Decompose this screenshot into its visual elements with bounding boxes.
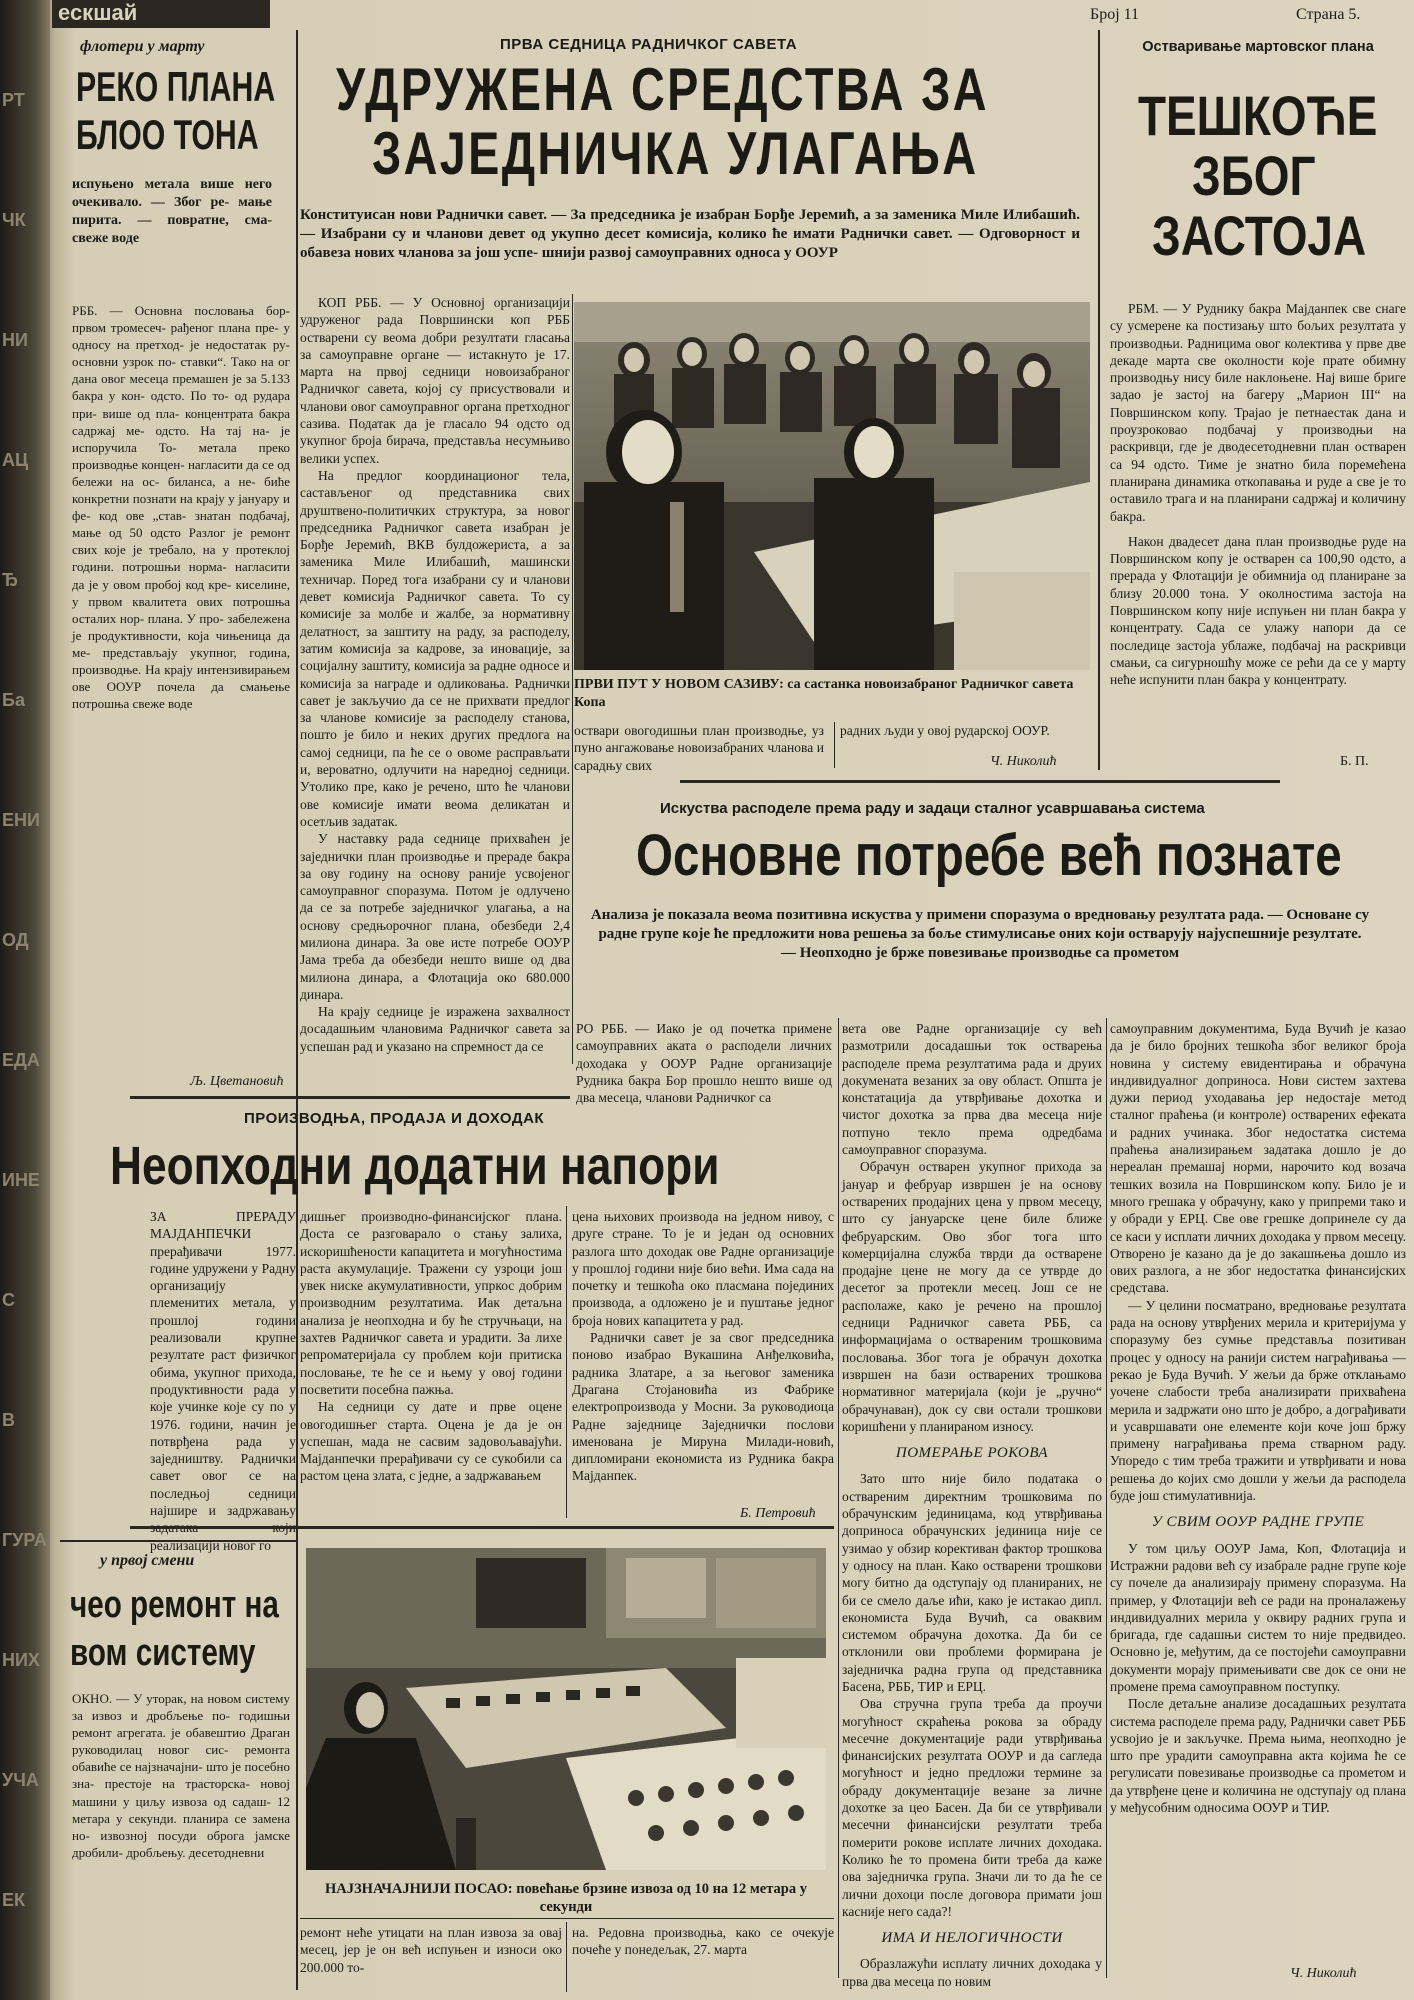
council-col1	[300, 294, 570, 1068]
caption-rest: повећање брзине извоза од 10 на 12 метара у секунди	[516, 1881, 807, 1915]
column-rule-2	[1098, 30, 1100, 770]
plan-signature: Б. П.	[1340, 754, 1369, 769]
plan-paragraph: РБМ. — У Руднику бакра Мајданпек све снаге су усмерене ка постизању што бољих резултата у производњи. Радницима овог колектива у прве две декаде марта све околности које прате обимну производњу нису биле наклоњене. Нај више бриге задао је застој на багеру „Марион III“ на Површинском копу. Трајао је петнаестак дана и проузроковао подбачај у производњи на раскривци, где је дводесетодневни план остварен са 94 одсто. Тиме је знатно била поремећена планирана динамика откопавања и руде а све је то оставило трага и на планирани садржај и количину бакра.	[1110, 301, 1406, 524]
needs-subheading: ПОМЕРАЊЕ РОКОВА	[895, 1445, 1049, 1462]
column-rule-1	[296, 30, 298, 1990]
production-signature: Б. Петровић	[740, 1506, 816, 1521]
divider-needs	[680, 780, 1280, 783]
needs-paragraph: вета ове Радне организације су већ размотрили досадашњи ток остварења расподеле према резултатима рада и друих докумената везаних за ову област. Општа је констатација да утврђивање дохотка и чистог дохотка за прва два месеца није потпуно текло према одредбама самоуправног споразума.	[842, 1021, 1102, 1158]
production-col2	[300, 1208, 562, 1526]
council-paragraph: КОП РББ. — У Основној организацији удруженог рада Површински коп РББ остварени су веома добри резултати гласања за самоуправне органе — истакнуто је 17. марта на првој седници новоизабраног Радничког савета, којој су присуствовали и чланови овог самоуправног органа претходног сазива. Податак да је гласало 94 одсто од укупног броја бирача, представља несумњиво велики успех.	[300, 295, 570, 466]
photo2-below-right: на. Редовна производња, како се очекује почеће у понедељак, 27. марта	[572, 1925, 834, 1958]
needs-paragraph: Обрачун остварен укупног прихода за јануар и фебруар извршен је на основу остварених продајних цена у првом месецу, што су јануарске цене биле ближе фебруарским. Ово због тога што комерцијална служба тврди да остварене продајне цене не могу да се утврде до десетог за протекли месец. Још се не располаже, како је речено на прошлој седници Радничког савета РББ, са информацијама о оствареним трошковима пословања. Због тога је обрачун дохотка извршен на бази остварених трошкова нормативног материјала (који је „ручно“ обрачунаван), док су сви остали трошкови коришћени у планираном износу.	[842, 1159, 1102, 1434]
control-room-caption	[306, 1880, 826, 1916]
council-lead: Конституисан нови Раднички савет. — За председника је изабран Борђе Јеремић, а за заменика Миле Илибашић. — Изабрани су и чланови девет од укупно десет комисија, колико ће имати Раднички савет. — Одговорност и обавеза нових чланова за још успе- шнији развој самоуправних односа у ООУР	[300, 207, 1080, 261]
council-paragraph: У наставку рада седнице прихваћен је заједнички план производње и прераде бакра за ову годину на основу раније усвојеног самоуправног споразума. Потом је одлучено да се за потребе заједничког улагања, а на основу средњорочног плана, обезбеди 2,4 милиона динара. За ове исте потребе ООУР Јама треба да обезбеди нешто више од два милиона динара, а Флотација око 680.000 динара.	[300, 831, 570, 1002]
photo2-below-left: ремонт неће утицати на план извоза за овај месец, јер је он већ испуњен и износи око 200.000 то-	[300, 1925, 562, 1975]
left-bottom-kicker: у првој смени	[100, 1552, 195, 1569]
production-paragraph: дишњег производно-финансијског плана. Доста се разговарало о стању залиха, искоришћености капацитета и могућностима раста акумулације. Тражени су узроци још увек ниске акумулативности, упркос добрим производним резултатима. Иак детаљна анализа је неопходна и бу ће стручњаци, на захтев Радничког савета и урадити. За лихе репроматеријала су проблем који притиска пословање, те ће се и њему у овој години посветити посебна пажња.	[300, 1209, 562, 1397]
production-col3	[572, 1208, 834, 1508]
control-room-photo	[306, 1548, 826, 1870]
council-col3-tail: радних људи у овој рударској ООУР.	[840, 723, 1050, 738]
left-bottom-body: ОКНО. — У уторак, на новом систему за извоз и дробљење по- годишњи ремонт агрегата. је обавештио Драган руководилац новог сис- ремонта обавиће се најзначајни- што је посебно зна- престоје на трасторска- новој машини у циљу извоза од садаш- 12 метара у секунди. планира се замена но- извозној посуди оброга јамске дробили- дробљењу. десетодневни	[72, 1691, 290, 1860]
left-body: РББ. — Основна пословања бор- првом тромесеч- рађеног плана пре- у односу на претход- је недостатак ру- основни узрок по- ставки“. Тако на ог дана овог месеца премашен је за 5.133 бакра у кон- одсто. По то- од рудара при- више од пла- концентрата бакра садржај ме- одсто. На тај на- је испоручила То- метала преко производње концен- нагласити да се од бележи на ос- биланса, а не- биће конкретни познати на крају у јануару и фе- код ове „став- знатан подбачај, мање од 50 одсто Разлог је ремонт свих које је требало, на у протеклој години. потрошњи норма- нагласити да је у овом пробој код кре- киселине, у првом квалитета ових потрошња осталих нор- плана. У про- забележена је продуктивности, која чињеница да ме- представљају укупног, година, производње. На крају интензивирањем ове ООУР почела да смањење потрошња свеже воде	[72, 303, 290, 712]
council-col2-tail: оствари овогодишњи план производње, уз пуно ангажовање новоизабраних чланова и сарадњу свих	[574, 723, 824, 773]
council-kicker: ПРВА СЕДНИЦА РАДНИЧКОГ САВЕТА	[500, 36, 798, 53]
council-paragraph: На предлог координационог тела, састављеног од представника свих друштвено-политичких структура, за новог председника Радничког савета изабран је Борђе Јеремић, ВКВ булдожериста, а за заменика Миле Илибашић, машински техничар. Поред тога изабрани су и чланови девет комисија Радничког савета. То су комисије за молбе и жалбе, за нормативну делатност, за заштиту на раду, за расподелу, затим комисија за кадрове, за иновације, за социјалну заштиту, комисија за радне односе и комисија за награде и одликовања. Раднички савет је закључио да се не прихвати предлог за чланове комисије за расподелу станова, пошто је било и неких других предлога на самој седници, па ће се о овоме расправљати и, вероватно, одлучити на наредној седници. Утолико пре, како је речено, што ће чланови ове комисије имати веома деликатан и осетљив задатак.	[300, 467, 570, 829]
left-bottom-headline2: вом систему	[70, 1632, 256, 1674]
divider-photo2	[130, 1526, 834, 1529]
council-signature: Ч. Николић	[990, 754, 1057, 769]
page-number: Страна 5.	[1296, 6, 1361, 23]
left-kicker: флотери у марту	[80, 38, 205, 55]
production-paragraph: Раднички савет је за свог председника поново изабрао Вукашина Анђелковића, радника Златаре, а за његовог заменика Драгана Стојановића из Фабрике електропроизвода у Мосни. За руководиоца Радне заједнице Заједнички послови именована је Мируна Милади-новић, дипломирани економиста из Рудника бакра Мајданпек.	[572, 1330, 834, 1484]
divider-photo2-bottom	[300, 1918, 834, 1919]
production-paragraph: цена њихових производа на једном нивоу, с друге стране. То је и један од основних разлога што доходак ове Радне организације у прошлој години није био већи. Има сада на почетку и тешкоћа око пласмана појединих производа, а одложено је и пуштање једног броја нових капацитета у рад.	[572, 1209, 834, 1328]
needs-paragraph: — У целини посматрано, вредновање резултата рада на основу утврђених мерила и критеријума у споразуму без сумње представља позитиван процес у односу на ранији систем награђивања — рекао је Буда Вучић. У жељи да брже отклањамо уочене слабости треба анализирати прихваћена мерила и задржати оно што је добро, а дограђивати и усавршавати оне елементе који коче још бржу примену награђивања према стварном раду. Упоредо с тим треба тражити и утврђивати и нова решења до којих смо дошли у жељи да расподела буде још стимулативнија.	[1110, 1297, 1406, 1504]
needs-col3	[1110, 1020, 1406, 1960]
left-bottom-headline1: чео ремонт на	[70, 1584, 279, 1626]
left-headline-line2: БЛОО ТОНА	[76, 111, 259, 158]
column-rule-production	[566, 1206, 567, 1518]
plan-headline-line2: ЗБОГ	[1192, 144, 1316, 207]
council-headline-line2: ЗАЈЕДНИЧКА УЛАГАЊА	[372, 120, 979, 187]
needs-headline: Основне потребе већ познате	[636, 823, 1342, 888]
needs-paragraph: После детаљне анализе досадашњих резултата система расподеле према раду, Раднички савет РББ усвојио је и закључке. Према њима, неопходно је што пре урадити самоуправна акта којима ће се регулисати повезивање производње са прометом и да утврђене цене и количина не одступају од плана у међусобним односима ООУР и ТИР.	[1110, 1696, 1406, 1816]
caption-rest: са састанка новоизабраног Радничког савета Копа	[574, 677, 1074, 710]
needs-col2	[842, 1020, 1102, 1990]
council-meeting-photo	[574, 302, 1090, 670]
needs-col1: РО РББ. — Иако је од почетка примене самоуправних аката о расподели личних доходака у ООУР Радне организације Рудника бакра Бор прошло нешто више од два месеца, чланови Радничког са	[576, 1021, 832, 1106]
council-headline-line1: УДРУЖЕНА СРЕДСТВА ЗА	[336, 56, 989, 123]
needs-subheading: ИМА И НЕЛОГИЧНОСТИ	[881, 1930, 1063, 1947]
left-signature: Љ. Цветановић	[190, 1074, 284, 1089]
plan-kicker: Остваривање мартовског плана	[1142, 39, 1374, 55]
left-headline-line1: РЕКО ПЛАНА	[76, 63, 276, 110]
production-kicker: ПРОИЗВОДЊА, ПРОДАЈА И ДОХОДАК	[244, 1110, 545, 1127]
column-rule-photo2	[566, 1922, 567, 1992]
meeting-photo-image	[574, 302, 1090, 670]
masthead-fragment: ескшай	[52, 0, 270, 28]
control-room-image	[306, 1548, 826, 1870]
needs-paragraph: самоуправним документима, Буда Вучић је казао да је било бројних тешкоћа због великог броја новина у систему евидентирања и обрачуна индивидуалног доприноса. Нови систем захтева дужи период уходавања јер недостаје метод сталног праћења (и контроле) остварених ефеката и радних учинака. Због недостатка система праћења анализирањем задатака дошло је до нереалан премашај норми, нарочито код возача тешких возила на Површинском копу. Било је и много грешака у обрачуну, како у припреми тако и у обради у ЕРЦ. Све ове грешке допринеле су да се каси у исплати личних доходака у првом месецу. Отворено је казано да је до закашњења дошло из ових разлога, а не због недостатка финансијских средстава.	[1110, 1021, 1406, 1296]
needs-kicker: Искуства расподеле према раду и задаци сталног усавршавања система	[660, 800, 1205, 817]
column-rule-needs2	[1106, 1018, 1107, 1978]
column-rule-council	[572, 294, 573, 1064]
needs-paragraph: У том циљу ООУР Јама, Коп, Флотација и Истражни радови већ су изабрале радне групе које су почеле да анализирају примену споразума. На пример, у Флотацији већ се ради на проналажењу индивидуалних мерила у оквиру радних група и бригада, где садашњи систем то није предвидео. Основно је, међутим, да се постојећи самоуправни документи морају примењивати све док се они не промене према самоуправном поступку.	[1110, 1540, 1406, 1694]
column-rule-needs1	[838, 1018, 839, 1978]
plan-headline-line3: ЗАСТОЈА	[1152, 204, 1367, 267]
column-rule-council2	[834, 722, 835, 768]
caption-bold: ПРВИ ПУТ У НОВОМ САЗИВУ:	[574, 677, 784, 692]
left-lead: испуњено метала више него очекивало. — Због ре- мање пирита. — повратне, сма- свеже воде	[72, 177, 272, 246]
left-edge-fragments: РТ ЧК НИ АЦ Ђ Ба ЕНИ ОД ЕДА ИНЕ С В ГУРА НИХ УЧА ЕК	[2, 90, 47, 1910]
council-paragraph: На крају седнице је изражена захвалност досадашњим члановима Радничког савета за успешан рад и указано на спремност да се	[300, 1004, 570, 1054]
plan-headline-line1: ТЕШКОЋЕ	[1138, 84, 1378, 147]
needs-paragraph: Ова стручна група треба да проучи могућност скраћења рокова за обраду месечне документације ради утврђивања финансијских резултата ООУР и да сагледа могућност и једно предложи термине за обраду документације везане за личне дохотке за цео Басен. Да би се утврђивали месечни финансијски резултати треба померити рокове исплате личних доходака. Колико ће то промена бити треба да каже ова заједничка група. Значи ли то да ће се лични дохоци после договора примати још касније него сада?!	[842, 1696, 1102, 1919]
needs-subheading: У СВИМ ООУР РАДНЕ ГРУПЕ	[1151, 1514, 1365, 1531]
production-col1: ЗА ПРЕРАДУ МАЈДАНПЕЧКИ прерађивачи 1977. године удружени у Радну организацију племенитих метала, у прошлој години реализовали крупне резултате раст физичког обима, укупног прихода, продуктивности рада у које учинке које су по у 1976. години, начин је потврђена рада у заједништву. Раднички савет овог се на последњој седници најшире и задржавању реализацији новог го	[150, 1209, 296, 1553]
issue-number: Број 11	[1090, 6, 1140, 23]
needs-paragraph: Образлажући исплату личних доходака у прва два месеца по новим	[842, 1956, 1102, 1989]
plan-paragraph: Након двадесет дана план производње руде на Површинском копу је остварен са 100,90 одсто, а прерада у Флотацији је обимнија од планиране за близу 20.000 тона. У околностима застоја на Површинском копу није испуњен ни план бакра у концентрату. Сада се улажу напори да се последице застоја ублаже, подбачај на раскривци смањи, са сигурношћу може се рећи да се у марту неће испунити план бакра у концентрату.	[1110, 533, 1406, 688]
divider-production	[130, 1096, 570, 1099]
council-photo-caption	[574, 676, 1090, 712]
production-headline: Неопходни додатни напори	[110, 1136, 720, 1196]
plan-body	[1110, 300, 1406, 770]
needs-paragraph: Зато што није било података о оствареним директним трошковима по обрачунским јединицама, код утврђивања доприноса обрачунских јединица није се узимао у обзир корективан фактор трошкова у односу на план. Како остварени трошкови могу битно да одступају од планираних, не би се смело даље ићи, како је истакао дипл. економиста Буда Вучић, са оваквим системом обрачуна дохотка. Да би се отклонили ови проблеми формирана је заједничка радна група од представника Басена, РББ, ТИР и ЕРЦ.	[842, 1471, 1102, 1694]
caption-bold: НАЈЗНАЧАЈНИЈИ ПОСАО:	[325, 1881, 513, 1897]
production-paragraph: На седници су дате и прве оцене овогодишњег старта. Оцена је да је он успешан, мада не сасвим задовољавајући. Мајданпечки прерађивачи су се сукобили са растом цена злата, с једне, а задржавањем	[300, 1399, 562, 1484]
needs-signature: Ч. Николић	[1290, 1966, 1357, 1981]
needs-lead: Анализа је показала веома позитивна искуства у примени споразума о вредновању резултата рада. — Основане су радне групе које ће предложити нова решења за боље стимулисање оних који остварују најуспешније резултате. — Неопходно је брже повезивање производње са прометом	[590, 907, 1370, 961]
